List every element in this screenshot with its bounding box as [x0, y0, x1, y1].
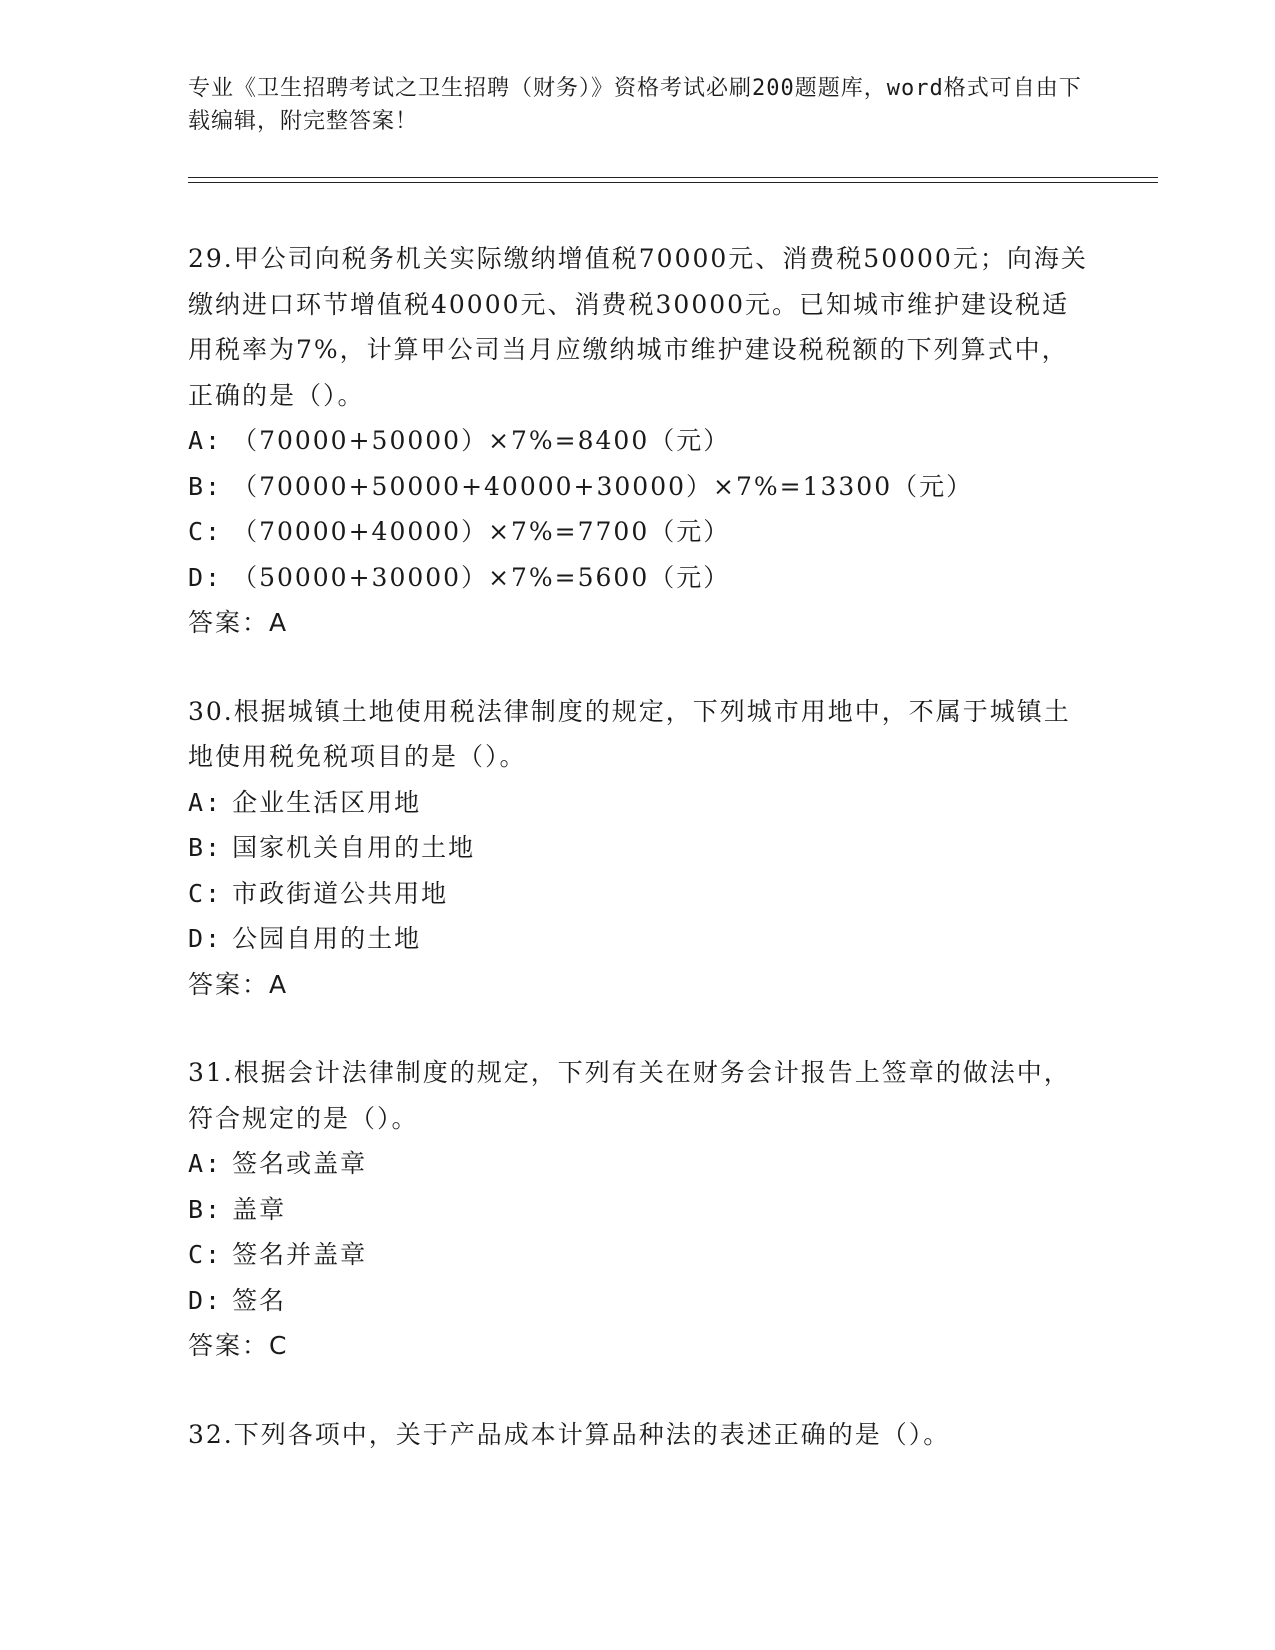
option-text: （70000+50000+40000+30000）×7%=13300（元） [232, 471, 974, 501]
option-d [188, 916, 1088, 962]
option-letter: C: [188, 517, 223, 546]
header-divider-top [188, 177, 1158, 178]
option-text: 国家机关自用的土地 [232, 833, 476, 862]
option-d [188, 555, 1088, 601]
option-c [188, 1232, 1088, 1278]
option-b [188, 464, 1088, 510]
option-text: （70000+50000）×7%=8400（元） [232, 426, 731, 455]
question-text: 32.下列各项中，关于产品成本计算品种法的表述正确的是（）。 [188, 1419, 951, 1449]
question-list [188, 236, 1088, 1500]
option-b [188, 1187, 1088, 1233]
question-text: 29.甲公司向税务机关实际缴纳增值税70000元、消费税50000元；向海关缴纳进口环节增值税40000元、消费税30000元。已知城市维护建设税适用税率为7%，计算甲公司当月应缴纳城市维护建设税税额的下列算式中，正确的是（）。 [188, 244, 1088, 410]
option-text: 公园自用的土地 [232, 924, 422, 953]
option-a [188, 418, 1088, 464]
option-letter: A: [188, 1149, 223, 1178]
answer-line: 答案：A [188, 608, 289, 637]
question-31 [188, 1050, 1088, 1369]
answer-line: 答案：C [188, 1331, 289, 1360]
question-30 [188, 689, 1088, 1008]
option-letter: B: [188, 1194, 223, 1224]
option-text: 企业生活区用地 [232, 787, 422, 817]
option-letter: C: [188, 1240, 223, 1269]
option-text: 签名并盖章 [232, 1240, 368, 1269]
question-text: 31.根据会计法律制度的规定，下列有关在财务会计报告上签章的做法中，符合规定的是（）。 [188, 1058, 1071, 1133]
option-a [188, 1141, 1088, 1187]
question-text: 30.根据城镇土地使用税法律制度的规定，下列城市用地中，不属于城镇土地使用税免税项目的是（）。 [188, 696, 1071, 771]
option-text: 签名或盖章 [232, 1149, 368, 1178]
option-text: （70000+40000）×7%=7700（元） [232, 517, 731, 546]
option-letter: D: [188, 1285, 223, 1315]
option-text: 签名 [232, 1285, 287, 1315]
option-d [188, 1278, 1088, 1324]
option-letter: B: [188, 833, 223, 862]
option-letter: D: [188, 562, 223, 592]
option-letter: D: [188, 924, 223, 953]
option-b [188, 825, 1088, 871]
option-a [188, 780, 1088, 826]
answer-line: 答案：A [188, 969, 289, 999]
option-c [188, 509, 1088, 555]
option-letter: C: [188, 878, 223, 908]
document-header: 专业《卫生招聘考试之卫生招聘（财务）》资格考试必刷200题题库，word格式可自由下载编辑，附完整答案！ [188, 76, 1082, 134]
option-text: 盖章 [232, 1194, 287, 1224]
header-divider-bottom [188, 182, 1158, 183]
option-c [188, 871, 1088, 917]
question-29 [188, 236, 1088, 646]
question-32 [188, 1412, 1088, 1458]
option-text: （50000+30000）×7%=5600（元） [232, 562, 731, 592]
option-letter: B: [188, 471, 223, 501]
option-text: 市政街道公共用地 [232, 878, 449, 908]
option-letter: A: [188, 426, 223, 455]
option-letter: A: [188, 787, 223, 817]
